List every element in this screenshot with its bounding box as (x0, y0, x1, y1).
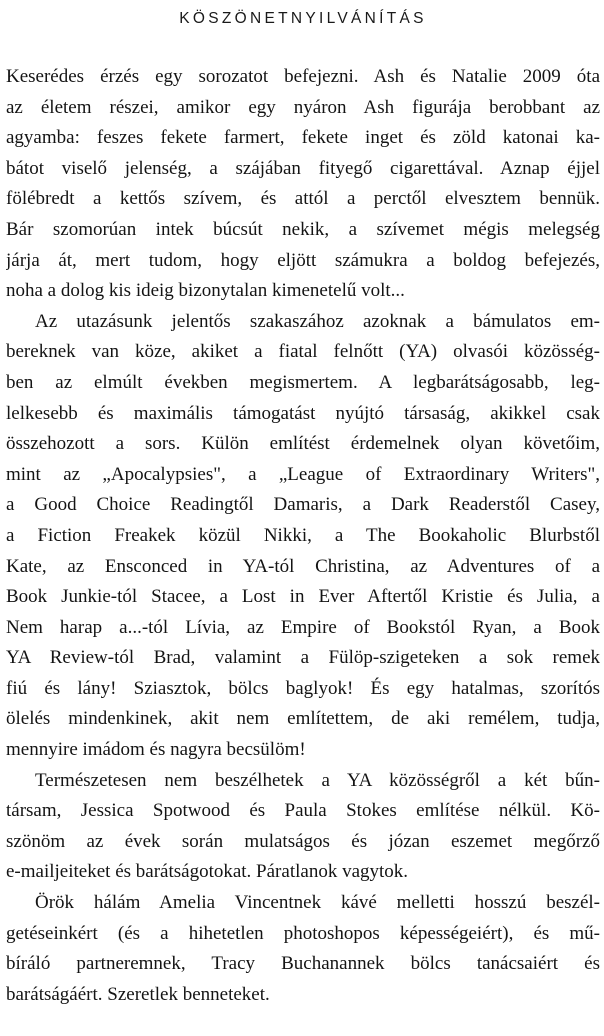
book-page (6, 0, 600, 1036)
text-line: mennyire imádom és nagyra becsülöm! (6, 739, 306, 761)
text-line: Kate, az Ensconced in YA-tól Christina, az Adventures of a (6, 555, 600, 577)
text-line: bereknek van köze, akiket a fiatal felnőtt (YA) olvasói közösség- (6, 341, 600, 363)
text-line: barátságáért. Szeretlek benneteket. (6, 983, 270, 1005)
text-line: a Fiction Freakek közül Nikki, a The Bookaholic Blurbstől (6, 524, 600, 546)
text-line: ben az elmúlt években megismertem. A legbarátságosabb, leg- (6, 371, 600, 393)
text-line: bíráló partneremnek, Tracy Buchanannek bölcs tanácsaiért és (6, 953, 600, 975)
text-line: bátot viselő jelenség, a szájában fityegő cigarettával. Aznap éjjel (6, 157, 600, 179)
body-text (6, 62, 600, 1010)
page-title: KÖSZÖNETNYILVÁNÍTÁS (179, 10, 427, 27)
text-line: fiú és lány! Sziasztok, bölcs baglyok! És egy hatalmas, szorítós (6, 677, 600, 699)
paragraph (6, 888, 600, 1010)
text-line: agyamba: feszes fekete farmert, fekete inget és zöld katonai ka- (6, 127, 600, 149)
text-line: e-mailjeiteket és barátságotokat. Páratlanok vagytok. (6, 861, 409, 883)
text-line: mint az „Apocalypsies", a „League of Extraordinary Writers", (6, 463, 600, 485)
text-line: lelkesebb és maximális támogatást nyújtó társaság, akikkel csak (6, 402, 600, 424)
text-line: társam, Jessica Spotwood és Paula Stokes említése nélkül. Kö- (6, 800, 600, 822)
text-line: fölébredt a kettős szívem, és attól a perctől elvesztem bennük. (6, 188, 600, 210)
text-line: szönöm az évek során mulatságos és józan eszemet megőrző (6, 830, 600, 852)
text-line: Keserédes érzés egy sorozatot befejezni. Ash és Natalie 2009 óta (6, 66, 600, 87)
text-line: Természetesen nem beszélhetek a YA közösségről a két bűn- (35, 769, 600, 791)
text-line: Nem harap a...-tól Lívia, az Empire of Bookstól Ryan, a Book (6, 616, 600, 638)
paragraph (6, 766, 600, 888)
text-line: Book Junkie-tól Stacee, a Lost in Ever Aftertől Kristie és Julia, a (6, 586, 600, 608)
paragraph (6, 62, 600, 307)
text-line: az életem részei, amikor egy nyáron Ash figurája berobbant az (6, 96, 600, 118)
text-line: összehozott a sors. Külön említést érdemelnek olyan követőim, (6, 433, 600, 455)
text-line: noha a dolog kis ideig bizonytalan kimenetelű volt... (6, 280, 405, 302)
text-line: getéseinkért (és a hihetetlen photoshopos képességeiért), és mű- (6, 922, 600, 944)
text-line: a Good Choice Readingtől Damaris, a Dark Readerstől Casey, (6, 494, 600, 516)
text-line: járja át, mert tudom, hogy eljött számukra a boldog befejezés, (6, 249, 600, 271)
text-line: ölelés mindenkinek, akit nem említettem, de aki remélem, tudja, (6, 708, 600, 730)
text-line: Az utazásunk jelentős szakaszához azoknak a bámulatos em- (35, 310, 600, 332)
paragraph (6, 307, 600, 766)
text-line: Örök hálám Amelia Vincentnek kávé melletti hosszú beszél- (35, 892, 600, 914)
text-line: Bár szomorúan intek búcsút nekik, a szívemet mégis melegség (6, 218, 600, 240)
text-line: YA Review-tól Brad, valamint a Fülöp-szigeteken a sok remek (6, 647, 600, 669)
